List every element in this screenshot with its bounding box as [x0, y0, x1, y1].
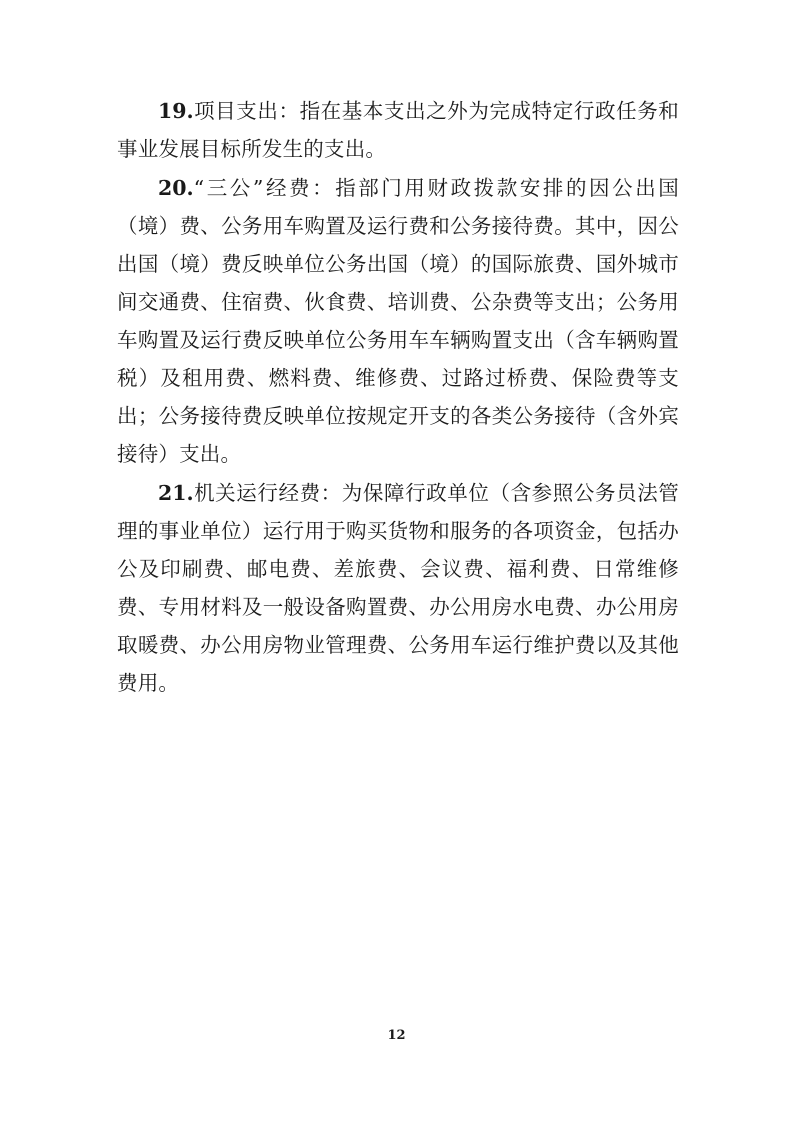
paragraph-20-text: “三公”经费：指部门用财政拨款安排的因公出国（境）费、公务用车购置及运行费和公务接待费。其中，因公出国（境）费反映单位公务出国（境）的国际旅费、国外城市间交通费、住宿费、伙食费、培训费、公杂费等支出；公务用车购置及运行费反映单位公务用车车辆购置支出（含车辆购置税）及租用费、燃料费、维修费、过路过桥费、保险费等支出；公务接待费反映单位按规定开支的各类公务接待（含外宾接待）支出。 — [117, 176, 679, 466]
document-body — [117, 92, 679, 703]
paragraph-19-number: 19. — [158, 99, 194, 123]
paragraph-21-number: 21. — [158, 481, 194, 505]
page-number: 12 — [387, 1028, 406, 1043]
paragraph-20 — [117, 169, 679, 473]
paragraph-19-text: 项目支出：指在基本支出之外为完成特定行政任务和事业发展目标所发生的支出。 — [117, 99, 679, 161]
paragraph-19 — [117, 92, 679, 168]
paragraph-21-text: 机关运行经费：为保障行政单位（含参照公务员法管理的事业单位）运行用于购买货物和服务的各项资金，包括办公及印刷费、邮电费、差旅费、会议费、福利费、日常维修费、专用材料及一般设备购置费、办公用房水电费、办公用房取暖费、办公用房物业管理费、公务用车运行维护费以及其他费用。 — [117, 481, 679, 695]
paragraph-20-number: 20. — [158, 176, 194, 200]
paragraph-21 — [117, 474, 679, 702]
